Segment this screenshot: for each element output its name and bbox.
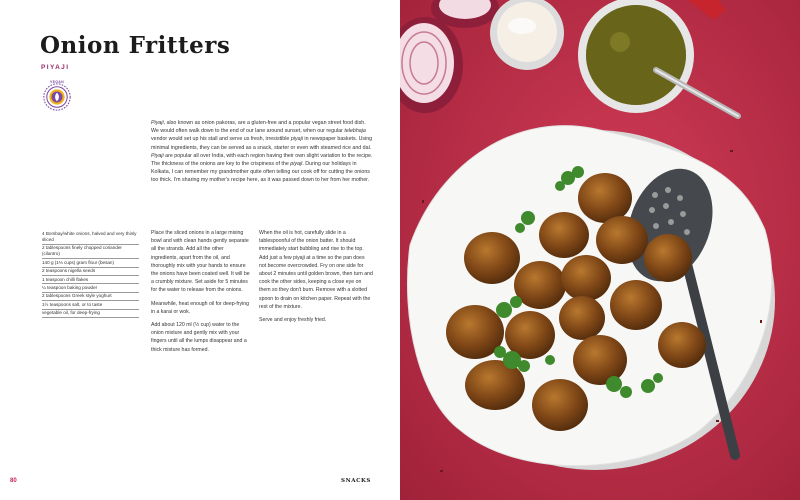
recipe-title: Onion Fritters — [40, 32, 231, 59]
method-step: Add about 120 ml (½ cup) water to the onion mixture and gently mix with your fingers until all the lumps disappear and a thick mixture has formed. — [151, 322, 247, 353]
recipe-subtitle: PIYAJI — [41, 64, 70, 71]
ingredient-item: 1 teaspoon chilli flakes — [42, 276, 139, 284]
ingredient-item: 2 tablespoons Greek style yoghurt — [42, 293, 139, 301]
intro-text: in newspaper baskets. Using minimal ingredients, they can be served as a snack, starter or even with steamed rice and dal. — [151, 136, 373, 151]
intro-italic: piyaji — [290, 161, 303, 168]
ingredient-item: 2 teaspoons nigella seeds — [42, 268, 139, 276]
intro-paragraph — [151, 119, 373, 185]
method-column-2 — [259, 229, 373, 329]
ingredient-item: 4 Bombay/white onions, halved and very thinly sliced — [42, 230, 139, 245]
intro-text: , also known as onion pakoras, are a gluten-free and a popular vegan street food dish. We would often walk down to the end of our lane around sunset, when our regular — [151, 120, 366, 135]
method-step: Meanwhile, heat enough oil for deep-frying in a karai or wok. — [151, 300, 250, 315]
section-label: SNACKS — [341, 478, 371, 484]
intro-text: . During our holidays in Kolkata, I can remember my grandmother quite often telling our cook off for cutting the onions too thick. I'm sharing my mother's recipe here, as it was passed down to her from her mother. — [151, 161, 370, 184]
ingredient-item: ¼ teaspoon baking powder — [42, 284, 139, 292]
method-column-1 — [151, 229, 251, 359]
intro-italic: telebhaja — [344, 128, 366, 135]
method-step: When the oil is hot, carefully slide in a tablespoonful of the onion batter. It should immediately start bubbling and rise to the top. Add just a few piyaji at a time so the pan does not become overcrowded. Fry on one side for about 2 minutes until golden brown, then turn and cook the other sides, keeping a close eye on them so they don't burn. Remove with a slotted spoon to drain on kitchen paper. Repeat with the rest of the mixture. — [259, 230, 373, 310]
ingredient-list — [42, 230, 139, 318]
ingredient-item: vegetable oil, for deep-frying — [42, 310, 139, 318]
intro-italic: Piyaji — [151, 120, 164, 126]
onion-fritters-photo — [400, 0, 800, 500]
intro-italic: piyaji — [290, 136, 303, 143]
ingredient-item: 140 g (1⅓ cups) gram flour (besan) — [42, 259, 139, 267]
badge-label: VEGAN — [50, 80, 64, 84]
vegan-badge-icon — [40, 80, 74, 114]
intro-text: vendor would set up his stall and serve us fresh, irresistible — [151, 136, 291, 143]
intro-italic: Piyaji — [151, 152, 164, 159]
method-step: Place the sliced onions in a large mixing bowl and with clean hands gently separate all the strands. Add all the other ingredients, apart from the oil, and thoroughly mix with your hands to ensure the onions have been coated well. It will be a crumbly mixture. Set aside for 5 minutes for the water to release from the onions. — [151, 230, 250, 294]
page-number: 80 — [10, 478, 17, 484]
ingredient-item: 2 tablespoons finely chopped coriander (cilantro) — [42, 245, 139, 260]
method-step: Serve and enjoy freshly fried. — [259, 317, 327, 324]
intro-text: are popular all over India, with each region having their own slight variation to the recipe. The thickness of the onions are key to the crispiness of the — [151, 152, 373, 168]
ingredient-item: 1½ teaspoons salt, or to taste — [42, 301, 139, 309]
